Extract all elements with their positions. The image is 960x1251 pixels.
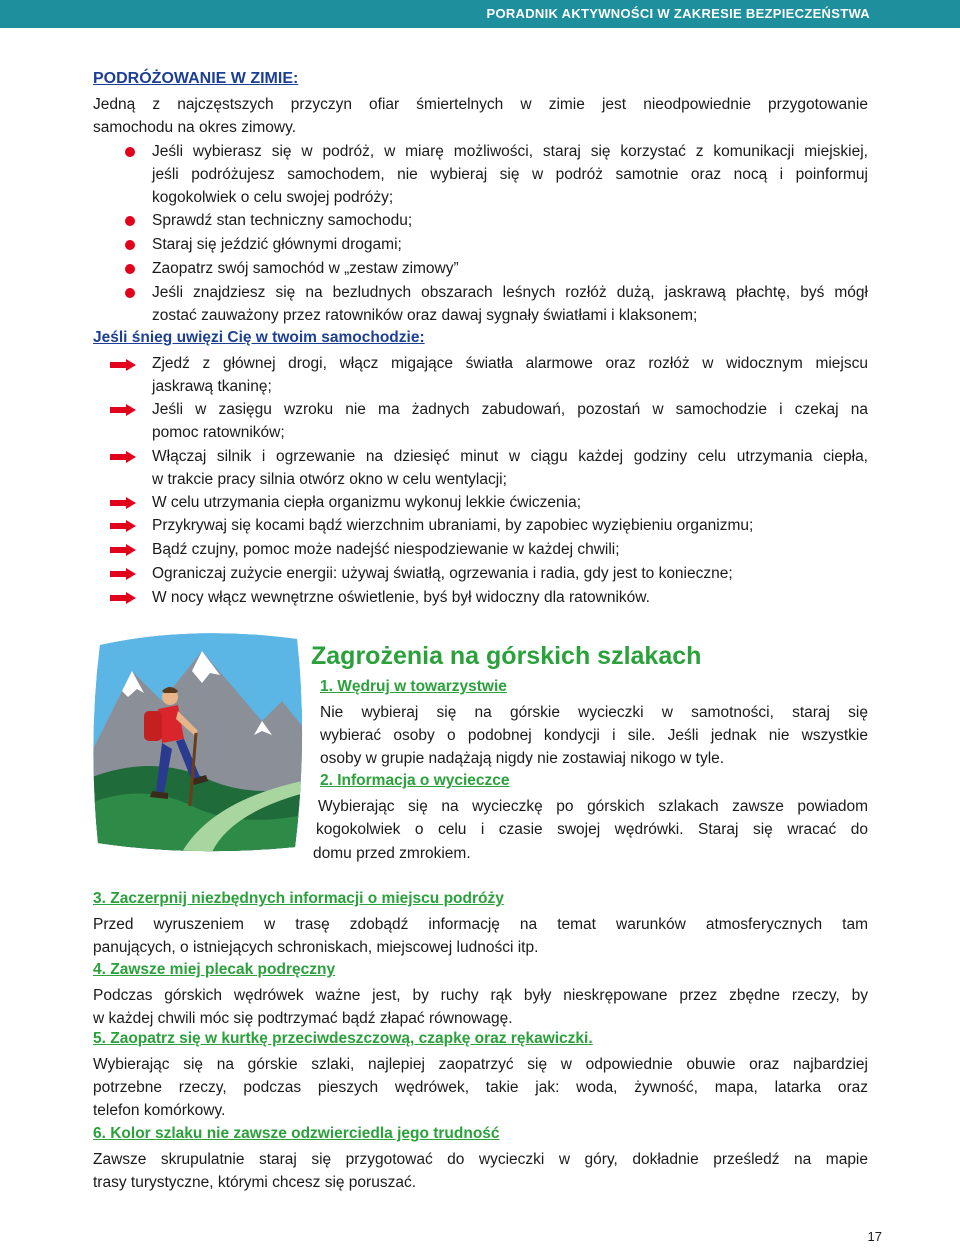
mountain-section-2-line3: domu przed zmrokiem. xyxy=(313,845,471,862)
arrow-bullet-icon xyxy=(110,544,136,556)
mountain-section-6-line1: Zawsze skrupulatnie staraj się przygotować do wycieczki w góry, dokładnie prześledź na mapie xyxy=(93,1151,868,1168)
arrow-bullet-icon xyxy=(110,451,136,463)
mountain-section-6-title: 6. Kolor szlaku nie zawsze odzwierciedla jego trudność xyxy=(93,1125,500,1142)
mountain-section-4-line1: Podczas górskich wędrówek ważne jest, by ruchy rąk były nieskrępowane przez zbędne rzeczy, by xyxy=(93,987,868,1004)
arrow-bullet-icon xyxy=(110,592,136,604)
bullet-dot-icon xyxy=(125,147,135,157)
bullet-3: Staraj się jeździć głównymi drogami; xyxy=(152,236,402,253)
bullet-1-line2: jeśli podróżujesz samochodem, nie wybieraj się w podróż samotnie oraz nocą i poinformuj xyxy=(152,166,868,183)
mountain-section-1-line3: osoby w grupie nadążają nigdy nie zostawiaj nikogo w tyle. xyxy=(320,750,725,767)
bullet-1-line1: Jeśli wybierasz się w podróż, w miarę możliwości, staraj się korzystać z komunikacji miejskiej, xyxy=(152,143,868,160)
mountain-section-5-title: 5. Zaopatrz się w kurtkę przeciwdeszczową, czapkę oraz rękawiczki. xyxy=(93,1030,593,1047)
snow-7: Ograniczaj zużycie energii: używaj światłą, ogrzewania i radia, gdy jest to konieczne; xyxy=(152,565,733,582)
mountain-section-3-title: 3. Zaczerpnij niezbędnych informacji o miejscu podróży xyxy=(93,890,504,907)
bullet-5-line1: Jeśli znajdziesz się na bezludnych obszarach leśnych rozłóż dużą, jaskrawą płachtę, byś mógł xyxy=(152,284,868,301)
arrow-bullet-icon xyxy=(110,520,136,532)
bullet-dot-icon xyxy=(125,240,135,250)
mountain-section-1-title: 1. Wędruj w towarzystwie xyxy=(320,678,507,695)
snow-2-line1: Jeśli w zasięgu wzroku nie ma żadnych zabudowań, pozostań w samochodzie i czekaj na xyxy=(152,401,868,418)
hiker-mountain-illustration xyxy=(92,631,304,852)
snow-8: W nocy włącz wewnętrzne oświetlenie, byś był widoczny dla ratowników. xyxy=(152,589,650,606)
snow-2-line2: pomoc ratowników; xyxy=(152,424,285,441)
mountain-section-2-line1: Wybierając się na wycieczkę po górskich szlakach zawsze powiadom xyxy=(318,798,868,815)
mountain-section-1-line2: wybierać osoby o podobnej kondycji i sile. Jeśli jednak nie wszystkie xyxy=(320,727,868,744)
mountain-section-3-line2: panujących, o istniejących schroniskach, miejscowej ludności itp. xyxy=(93,939,539,956)
snow-1-line2: jaskrawą tkaninę; xyxy=(152,378,272,395)
mountain-section-6-line2: trasy turystyczne, którymi chcesz się poruszać. xyxy=(93,1174,417,1191)
bullet-5-line2: zostać zauważony przez ratowników oraz dawaj sygnały światłami i klaksonem; xyxy=(152,307,698,324)
bullet-2: Sprawdź stan techniczny samochodu; xyxy=(152,212,413,229)
header-bar xyxy=(0,0,960,28)
snow-5: Przykrywaj się kocami bądź wierzchnim ubraniami, by zapobiec wyziębieniu organizmu; xyxy=(152,517,754,534)
mountain-section-4-title: 4. Zawsze miej plecak podręczny xyxy=(93,961,336,978)
bullet-4: Zaopatrz swój samochód w „zestaw zimowy” xyxy=(152,260,459,277)
mountain-section-5-line3: telefon komórkowy. xyxy=(93,1102,226,1119)
mountain-title: Zagrożenia na górskich szlakach xyxy=(311,642,702,670)
mountain-section-3-line1: Przed wyruszeniem w trasę zdobądź informację na temat warunków atmosferycznych tam xyxy=(93,916,868,933)
bullet-1-line3: kogokolwiek o celu swojej podróży; xyxy=(152,189,394,206)
snow-title: Jeśli śnieg uwięzi Cię w twoim samochodzie: xyxy=(93,329,425,346)
page-number: 17 xyxy=(867,1229,882,1244)
mountain-section-1-line1: Nie wybieraj się na górskie wycieczki w samotności, staraj się xyxy=(320,704,868,721)
arrow-bullet-icon xyxy=(110,404,136,416)
header-title: PORADNIK AKTYWNOŚCI W ZAKRESIE BEZPIECZEŃSTWA xyxy=(486,6,870,21)
snow-6: Bądź czujny, pomoc może nadejść niespodziewanie w każdej chwili; xyxy=(152,541,620,558)
mountain-section-5-line2: potrzebne rzeczy, podczas pieszych wędrówek, takie jak: woda, żywność, mapa, latarka oraz xyxy=(93,1079,868,1096)
bullet-dot-icon xyxy=(125,216,135,226)
mountain-section-2-line2: kogokolwiek o celu i czasie swojej wędrówki. Staraj się wracać do xyxy=(316,821,868,838)
mountain-section-5-line1: Wybierając się na górskie szlaki, najlepiej zaopatrzyć się w odpowiednie obuwie oraz najbardziej xyxy=(93,1056,868,1073)
snow-3-line2: w trakcie pracy silnia otwórz okno w celu wentylacji; xyxy=(152,471,507,488)
bullet-dot-icon xyxy=(125,288,135,298)
arrow-bullet-icon xyxy=(110,359,136,371)
arrow-bullet-icon xyxy=(110,568,136,580)
snow-4: W celu utrzymania ciepła organizmu wykonuj lekkie ćwiczenia; xyxy=(152,494,582,511)
mountain-section-4-line2: w każdej chwili móc się podtrzymać bądź złapać równowagę. xyxy=(93,1010,513,1027)
snow-3-line1: Włączaj silnik i ogrzewanie na dziesięć minut w ciągu każdej godziny celu utrzymania ciepła, xyxy=(152,448,868,465)
winter-intro-line2: samochodu na okres zimowy. xyxy=(93,119,297,136)
arrow-bullet-icon xyxy=(110,497,136,509)
winter-intro-line1: Jedną z najczęstszych przyczyn ofiar śmiertelnych w zimie jest nieodpowiednie przygotowanie xyxy=(93,96,868,113)
bullet-dot-icon xyxy=(125,264,135,274)
winter-title: PODRÓŻOWANIE W ZIMIE: xyxy=(93,70,299,87)
mountain-section-2-title: 2. Informacja o wycieczce xyxy=(320,772,510,789)
snow-1-line1: Zjedź z głównej drogi, włącz migające światła alarmowe oraz rozłóż w widocznym miejscu xyxy=(152,355,868,372)
